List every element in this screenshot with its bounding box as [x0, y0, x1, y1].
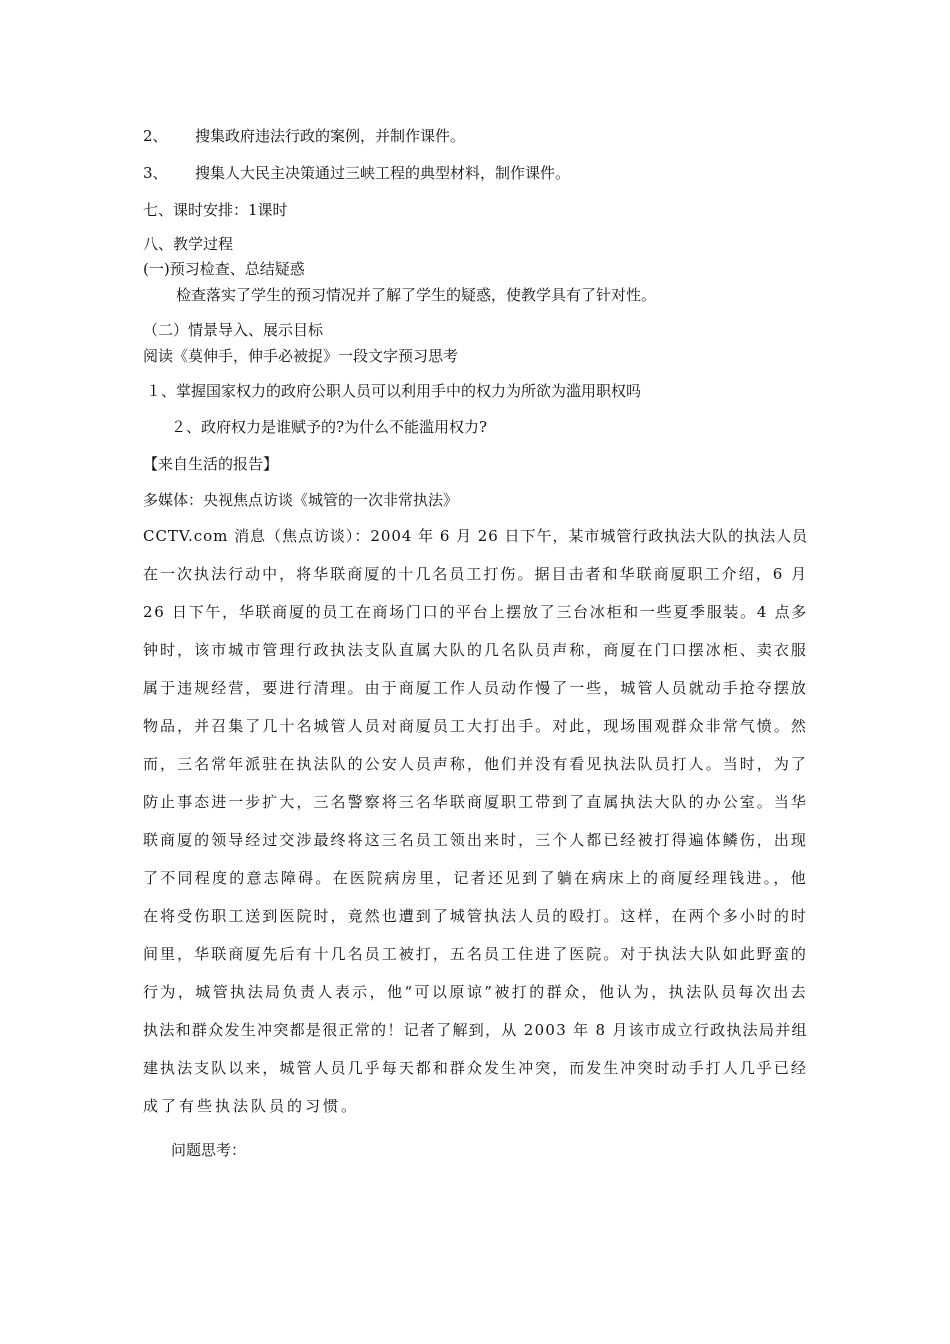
- list-number: 2、: [143, 127, 168, 145]
- section-7-heading: 七、课时安排：1课时: [143, 201, 288, 219]
- report-paragraph-line: 属于违规经营，要进行清理。由于商厦工作人员动作慢了一些，城管人员就动手抢夺摆放: [143, 679, 808, 697]
- report-paragraph-line: CCTV.com 消息（焦点访谈）：2004 年 6 月 26 日下午，某市城管行政执法大队的执法人员: [143, 527, 808, 545]
- report-paragraph-line: 成了有些执法队员的习惯。: [143, 1097, 360, 1115]
- part-1-body: 检查落实了学生的预习情况并了解了学生的疑惑，使教学具有了针对性。: [176, 286, 657, 304]
- part-2-intro: 阅读《莫伸手，伸手必被捉》一段文字预习思考: [143, 347, 459, 365]
- report-paragraph-line: 行为，城管执法局负责人表示，他“可以原谅”被打的群众，他认为，执法队员每次出去: [143, 983, 809, 1001]
- report-paragraph-line: 26 日下午，华联商厦的员工在商场门口的平台上摆放了三台冰柜和一些夏季服装。4 点多: [143, 603, 808, 621]
- part-2-heading: （二）情景导入、展示目标: [143, 321, 324, 339]
- question-1: １、掌握国家权力的政府公职人员可以利用手中的权力为所欲为滥用职权吗: [146, 382, 642, 400]
- report-paragraph-line: 执法和群众发生冲突都是很正常的！记者了解到，从 2003 年 8 月该市成立行政执法局并组: [143, 1021, 808, 1039]
- report-paragraph-line: 间里，华联商厦先后有十几名员工被打，五名员工住进了医院。对于执法大队如此野蛮的: [143, 945, 808, 963]
- report-paragraph-line: 钟时，该市城市管理行政执法支队直属大队的几名队员声称，商厦在门口摆冰柜、卖衣服: [143, 641, 808, 659]
- report-paragraph-line: 物品，并召集了几十名城管人员对商厦员工大打出手。对此，现场围观群众非常气愤。然: [143, 717, 808, 735]
- section-8-heading: 八、教学过程: [143, 235, 234, 253]
- report-paragraph-line: 联商厦的领导经过交涉最终将这三名员工领出来时，三个人都已经被打得遍体鳞伤，出现: [143, 831, 808, 849]
- report-paragraph-line: 防止事态进一步扩大，三名警察将三名华联商厦职工带到了直属执法大队的办公室。当华: [143, 793, 808, 811]
- report-paragraph-line: 在将受伤职工送到医院时，竟然也遭到了城管执法人员的殴打。这样，在两个多小时的时: [143, 907, 808, 925]
- question-prompt: 问题思考：: [171, 1141, 247, 1159]
- report-heading: 【来自生活的报告】: [143, 455, 279, 473]
- list-item-2: [143, 126, 465, 146]
- list-text: 搜集人大民主决策通过三峡工程的典型材料，制作课件。: [195, 164, 571, 182]
- media-line: 多媒体：央视焦点访谈《城管的一次非常执法》: [143, 491, 459, 509]
- report-paragraph-line: 了不同程度的意志障碍。在医院病房里，记者还见到了躺在病床上的商厦经理钱进。，他: [143, 869, 808, 887]
- report-paragraph-line: 在一次执法行动中，将华联商厦的十几名员工打伤。据目击者和华联商厦职工介绍，6 月: [143, 565, 809, 583]
- part-1-heading: (一)预习检查、总结疑惑: [143, 260, 305, 278]
- list-item-3: [143, 163, 570, 183]
- list-text: 搜集政府违法行政的案例，并制作课件。: [195, 127, 466, 145]
- list-number: 3、: [143, 164, 168, 182]
- question-2: ２、政府权力是谁赋予的?为什么不能滥用权力?: [171, 418, 488, 436]
- report-paragraph-line: 建执法支队以来，城管人员几乎每天都和群众发生冲突，而发生冲突时动手打人几乎已经: [143, 1059, 808, 1077]
- report-paragraph-line: 而，三名常年派驻在执法队的公安人员声称，他们并没有看见执法队员打人。当时，为了: [143, 755, 808, 773]
